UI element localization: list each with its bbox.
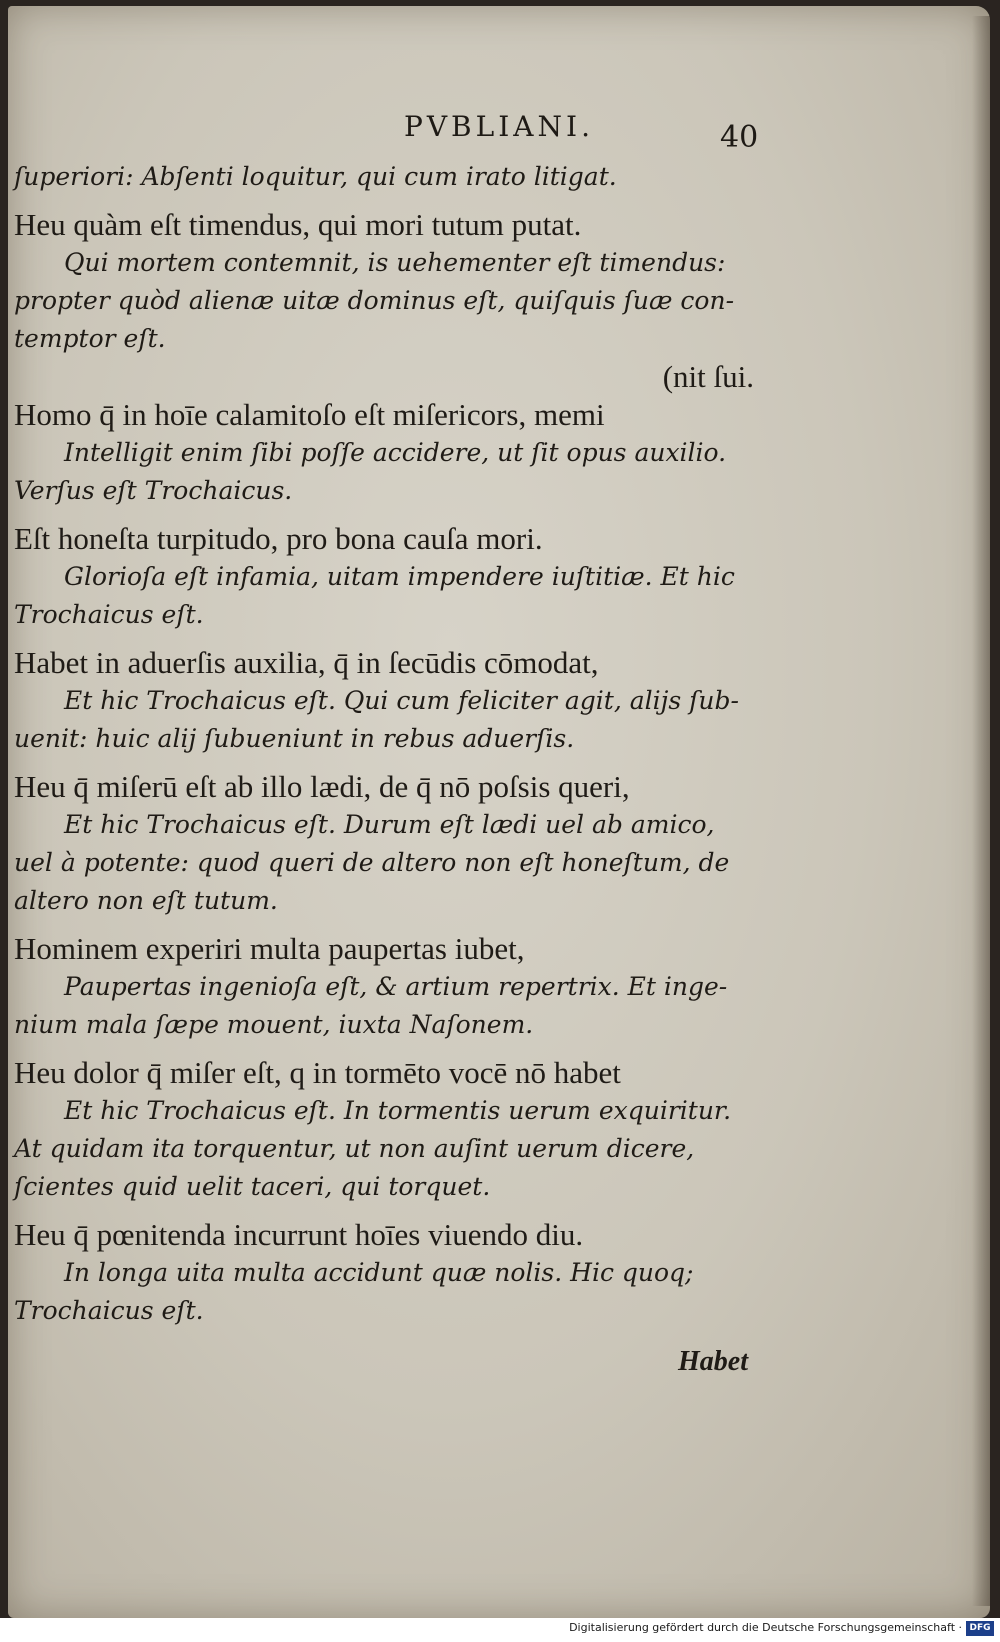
- verse-line: Eſt honeſta turpitudo, pro bona cauſa mori.: [14, 521, 543, 556]
- verse-line: Habet in aduerſis auxilia, q̄ in ſecūdis cōmodat,: [14, 645, 599, 680]
- commentary-line: uenit: huic alij ſubueniunt in rebus aduerſis.: [14, 724, 575, 753]
- catchword: Habet: [678, 1346, 748, 1377]
- commentary-line: At quidam ita torquentur, ut non auſint uerum dicere,: [14, 1134, 695, 1163]
- verse-line: Heu dolor q̄ miſer eſt, q in tormēto vocē nō habet: [14, 1055, 621, 1090]
- commentary-line: uel à potente: quod queri de altero non eſt honeſtum, de: [14, 848, 730, 877]
- commentary-line: Et hic Trochaicus eſt. Durum eſt lædi uel ab amico,: [64, 810, 715, 839]
- verse-line: Heu quàm eſt timendus, qui mori tutum putat.: [14, 207, 582, 242]
- line-gap: [14, 1206, 774, 1216]
- line-gap: [14, 758, 774, 768]
- line-gap: [14, 634, 774, 644]
- commentary-line: Intelligit enim ſibi poſſe accidere, ut ſit opus auxilio.: [64, 438, 727, 467]
- page-edge-shadow: [972, 16, 990, 1606]
- verse-line: Heu q̄ miſerū eſt ab illo lædi, de q̄ nō poſsis queri,: [14, 769, 630, 804]
- commentary-line: propter quòd alienæ uitæ dominus eſt, quiſquis ſuæ con-: [14, 286, 735, 315]
- commentary-line: Trochaicus eſt.: [14, 1296, 204, 1325]
- line-gap: [14, 1044, 774, 1054]
- commentary-line: ſuperiori: Abſenti loquitur, qui cum irato litigat.: [14, 162, 617, 191]
- verse-line: Hominem experiri multa paupertas iubet,: [14, 931, 525, 966]
- commentary-line: Verſus eſt Trochaicus.: [14, 476, 293, 505]
- page-number: 40: [720, 120, 759, 155]
- commentary-line: temptor eſt.: [14, 324, 166, 353]
- line-gap: [14, 920, 774, 930]
- running-title: PVBLIANI.: [404, 110, 594, 143]
- commentary-line: nium mala ſæpe mouent, iuxta Naſonem.: [14, 1010, 534, 1039]
- funding-credit: Digitalisierung gefördert durch die Deutsche Forschungsgemeinschaft ·: [569, 1621, 962, 1634]
- dfg-logo: DFG: [966, 1621, 994, 1636]
- verse-line: Heu q̄ pœnitenda incurrunt hoīes viuendo diu.: [14, 1217, 584, 1252]
- text-block: [14, 158, 774, 1330]
- verse-line: Homo q̄ in hoīe calamitoſo eſt miſericors, memi: [14, 397, 605, 432]
- commentary-line: altero non eſt tutum.: [14, 886, 278, 915]
- line-gap: [14, 510, 774, 520]
- commentary-line: Trochaicus eſt.: [14, 600, 204, 629]
- commentary-line: Et hic Trochaicus eſt. In tormentis uerum exquiritur.: [64, 1096, 732, 1125]
- verse-line: (nit ſui.: [662, 359, 754, 394]
- commentary-line: ſcientes quid uelit taceri, qui torquet.: [14, 1172, 491, 1201]
- commentary-line: Qui mortem contemnit, is uehementer eſt timendus:: [64, 248, 726, 277]
- line-gap: [14, 196, 774, 206]
- commentary-line: Glorioſa eſt infamia, uitam impendere iuſtitiæ. Et hic: [64, 562, 735, 591]
- book-page: [8, 6, 990, 1618]
- commentary-line: Et hic Trochaicus eſt. Qui cum feliciter agit, alijs ſub-: [64, 686, 739, 715]
- commentary-line: Paupertas ingenioſa eſt, & artium repertrix. Et inge-: [64, 972, 728, 1001]
- footer-bar: [0, 1618, 1000, 1642]
- commentary-line: In longa uita multa accidunt quæ nolis. Hic quoq;: [64, 1258, 694, 1287]
